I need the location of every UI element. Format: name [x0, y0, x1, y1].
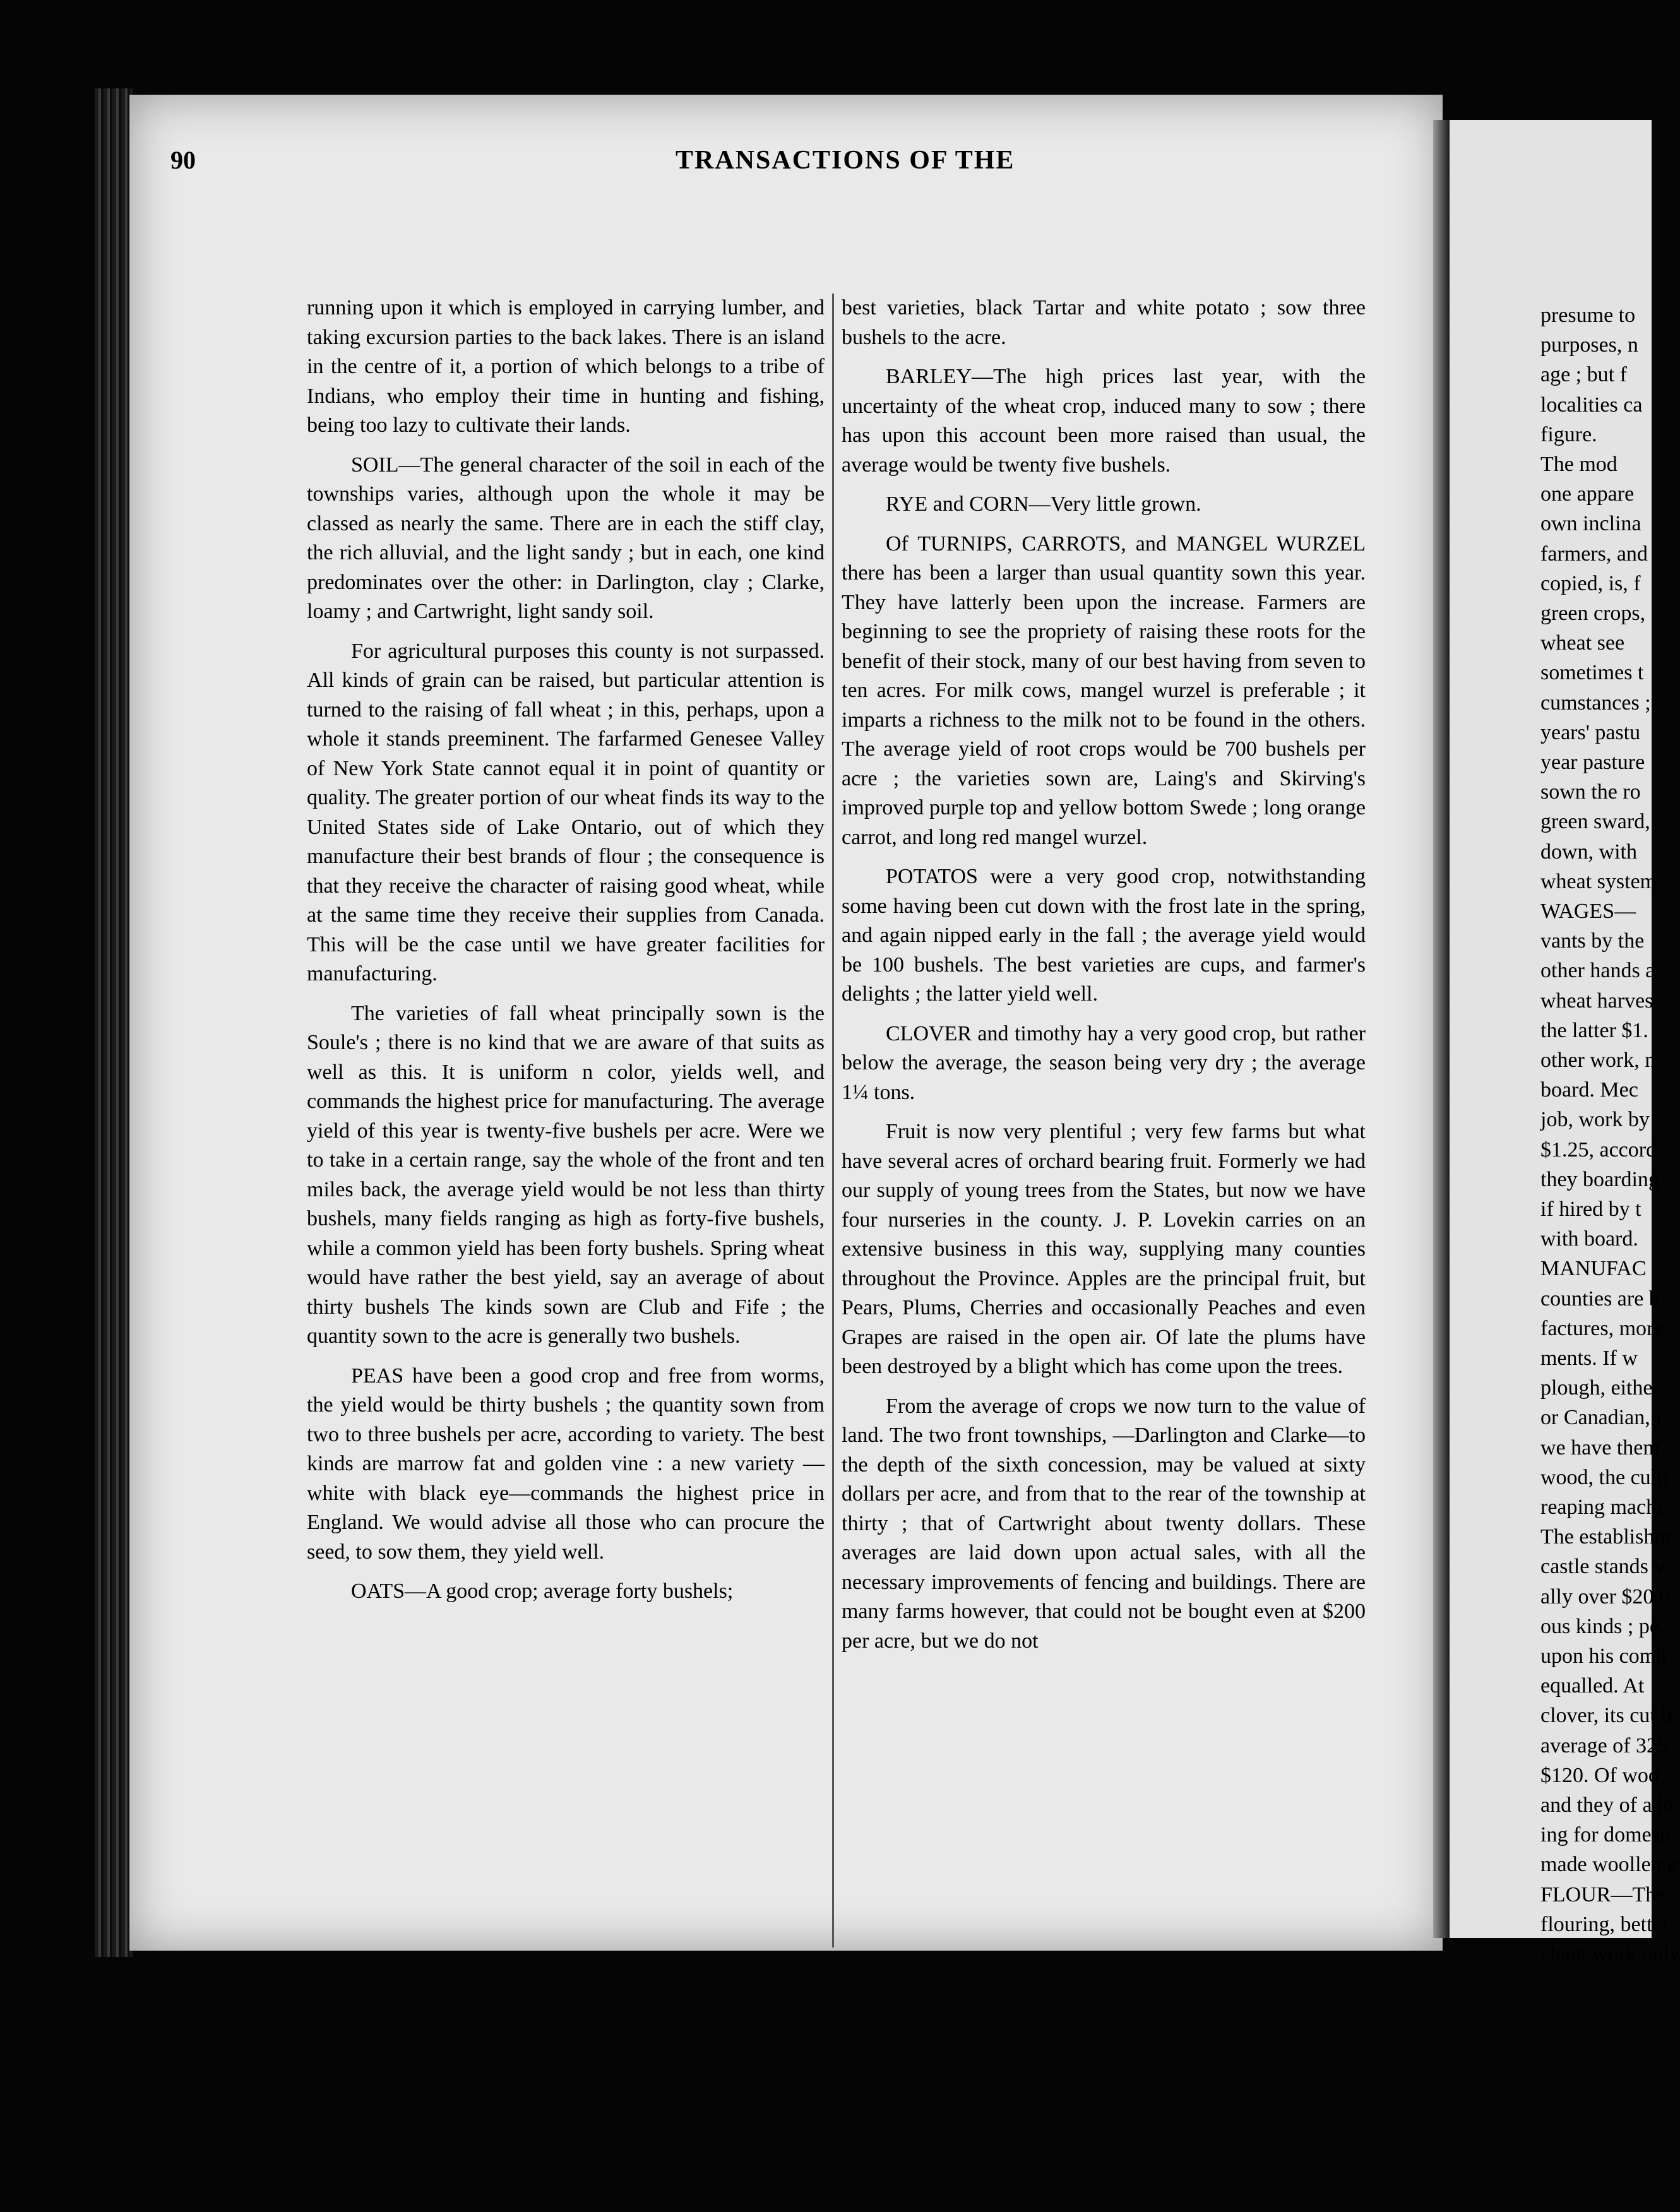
next-page-line: year pasture [1540, 751, 1645, 774]
next-page-line: farmers, and [1540, 542, 1648, 566]
next-page-line: down, with [1540, 840, 1637, 864]
paragraph-fruit: Fruit is now very plentiful ; very few farms but what have several acres of orchard bearing fruit. Formerly we had our supply of young trees from the States, but now we have four nurseries in the county. J. P. Lovekin carries on an extensive business in this way, supplying many counties throughout the Province. Apples are the principal fruit, but Pears, Plums, Cherries and occasionally Peaches and even Grapes are raised in the open air. Of late the plums have been destroyed by a blight which has come upon the trees. [842, 1120, 1366, 1378]
next-page-line: $1.25, accord [1540, 1138, 1657, 1162]
next-page-line: made woollen g [1540, 1853, 1678, 1876]
left-text-column [307, 294, 825, 1617]
next-page-line: The establishm [1540, 1525, 1671, 1549]
next-page-line: or Canadian, i [1540, 1406, 1662, 1429]
paragraph-oats: OATS—A good crop; average forty bushels; [351, 1579, 734, 1603]
paragraph: running upon it which is employed in carrying lumber, and taking excursion parties to the back lakes. There is an island in the centre of it, a portion of which belongs to a tribe of Indians, who employ their time in hunting and fishing, being too lazy to cultivate their lands. [307, 296, 825, 437]
next-page-line: counties are b [1540, 1287, 1660, 1311]
next-page-line: equalled. At [1540, 1674, 1645, 1698]
next-page-line: presume to [1540, 304, 1636, 327]
paragraph-rye-corn: RYE and CORN—Very little grown. [886, 492, 1201, 516]
paragraph-potatos: POTATOS were a very good crop, notwithstanding some having been cut down with the frost late in the spring, and again nipped early in the fall ; the average yield would be 100 bushels. The best varieties are cups, and farmer's delights ; the latter yield well. [842, 865, 1366, 1006]
paragraph-roots: Of TURNIPS, CARROTS, and MANGEL WURZEL there has been a larger than usual quantity sown this year. They have latterly been upon the increase. Farmers are beginning to see the propriety of raising these roots for the benefit of their stock, many of our best having from seven to ten acres. For milk cows, mangel wurzel is preferable ; it imparts a richness to the milk not to be found in the others. The average yield of root crops would be 700 bushels per acre ; the varieties sown are, Laing's and Skirving's improved purple top and yellow bottom Swede ; long orange carrot, and long red mangel wurzel. [842, 532, 1366, 849]
next-page-line: age ; but f [1540, 363, 1627, 386]
next-page-line: factures, more [1540, 1317, 1664, 1340]
next-page-line: reaping machi [1540, 1495, 1663, 1519]
next-page-line: wheat see [1540, 631, 1625, 655]
next-page-line: upon his comb [1540, 1644, 1667, 1668]
right-text-column [842, 294, 1366, 1666]
paragraph-peas: PEAS have been a good crop and free from worms, the yield would be thirty bushels ; the quantity sown from two to three bushels per acre, according to variety. The best kinds are marrow fat and golden vine : a new variety —white with black eye—commands the highest price in England. We would advise all those who can procure the seed, to sow them, they yield well. [307, 1364, 825, 1564]
next-page-line: WAGES— [1540, 900, 1636, 923]
next-page-line: $120. Of woo [1540, 1764, 1659, 1787]
paragraph: For agricultural purposes this county is not surpassed. All kinds of grain can be raised, but particular attention is turned to the raising of fall wheat ; in this, perhaps, upon a whole it stands preeminent. The farfarmed Genesee Valley of New York State cannot equal it in point of quantity or quality. The greater portion of our wheat finds its way to the United States side of Lake Ontario, out of which they manufacture their best brands of flour ; the consequence is that they receive the character of raising good wheat, while at the same time they receive their supplies from Canada. This will be the case until we have greater facilities for manufacturing. [307, 639, 825, 985]
next-page-line: chant work only [1540, 1942, 1680, 1966]
next-page-line: and they of a lo [1540, 1793, 1674, 1817]
next-page-line: figure. [1540, 423, 1597, 446]
book-gutter [1433, 120, 1450, 1938]
next-page-line: copied, is, f [1540, 572, 1641, 595]
next-page-line: if hired by t [1540, 1198, 1641, 1221]
next-page-line: castle stands v [1540, 1555, 1665, 1578]
next-page-line: FLOUR—The [1540, 1883, 1666, 1906]
next-page-line: other hands a [1540, 959, 1655, 982]
next-page-line: sometimes t [1540, 661, 1644, 684]
next-page-line: ous kinds ; pe [1540, 1615, 1659, 1638]
next-page-line: MANUFAC [1540, 1257, 1647, 1280]
paragraph-soil: SOIL—The general character of the soil in each of the townships varies, although upon the whole it may be classed as nearly the same. There are in each the stiff clay, the rich alluvial, and the light sandy ; but in each, one kind predominates over the other: in Darlington, clay ; Clarke, loamy ; and Cartwright, light sandy soil. [307, 453, 825, 623]
next-page-line: The mod [1540, 453, 1617, 476]
next-page-line: sown the ro [1540, 780, 1641, 804]
running-title: TRANSACTIONS OF THE [676, 146, 1015, 175]
next-page-line: clover, its cut b [1540, 1704, 1672, 1727]
book-page-edges [95, 88, 133, 1957]
page-number: 90 [170, 146, 196, 174]
next-page-line: green sward, [1540, 810, 1650, 833]
next-page-line: ing for domesti [1540, 1823, 1672, 1846]
next-page-line: with board. [1540, 1227, 1638, 1251]
next-page-line: the latter $1. [1540, 1019, 1648, 1042]
next-page-line: cumstances ; [1540, 691, 1651, 715]
column-rule [832, 294, 834, 1947]
next-page-line: other work, n [1540, 1049, 1656, 1072]
next-page-line: wheat harves [1540, 989, 1653, 1013]
next-page-line: board. Mec [1540, 1078, 1638, 1102]
paragraph: best varieties, black Tartar and white potato ; sow three bushels to the acre. [842, 296, 1366, 349]
next-page-line: one appare [1540, 482, 1635, 506]
next-page-line: ments. If w [1540, 1347, 1638, 1370]
next-page-line: job, work by [1540, 1108, 1650, 1131]
page-header [170, 145, 1370, 183]
paragraph: The varieties of fall wheat principally sown is the Soule's ; there is no kind that we are aware of that suits as well as this. It is uniform n color, yields well, and commands the highest price for manufacturing. The average yield of this year is twenty-five bushels per acre. Were we to take in a certain range, say the whole of the front and ten miles back, the average yield would be not less than thirty bushels, many fields ranging as high as forty-five bushels, while a common yield has been forty bushels. Spring wheat would have rather the best yield, say an average of about thirty bushels The kinds sown are Club and Fife ; the quantity sown to the acre is generally two bushels. [307, 1001, 825, 1348]
next-page-line: flouring, better [1540, 1913, 1669, 1936]
paragraph-clover: CLOVER and timothy hay a very good crop, but rather below the average, the season being very dry ; the average 1¼ tons. [842, 1021, 1366, 1104]
next-page-line: vants by the [1540, 929, 1645, 953]
next-page-line: green crops, [1540, 602, 1646, 625]
next-page-line: average of 325 [1540, 1734, 1669, 1757]
next-page-line: years' pastu [1540, 721, 1641, 744]
next-page-line: own inclina [1540, 512, 1641, 535]
next-page-line: purposes, n [1540, 333, 1638, 357]
next-page-line: ally over $20,0 [1540, 1585, 1670, 1608]
next-page-line: localities ca [1540, 393, 1643, 417]
next-page-line: they boarding [1540, 1168, 1659, 1191]
paragraph-land-value: From the average of crops we now turn to the value of land. The two front townships, —Darlington and Clarke—to the depth of the sixth concession, may be valued at sixty dollars per acre, and from that to the rear of the township at thirty ; that of Cartwright about twenty dollars. These averages are laid down upon actual sales, with all the necessary improvements of fencing and buildings. There are many farms however, that could not be bought even at $200 per acre, but we do not [842, 1394, 1366, 1653]
next-page-line: plough, either [1540, 1376, 1660, 1400]
paragraph-barley: BARLEY—The high prices last year, with the uncertainty of the wheat crop, induced many to sow ; there has upon this account been more raised than usual, the average would be twenty five bushels. [842, 365, 1366, 477]
next-page-line: we have them [1540, 1436, 1660, 1460]
next-page-line: wood, the culti [1540, 1466, 1669, 1489]
next-page-line: wheat system [1540, 870, 1657, 893]
